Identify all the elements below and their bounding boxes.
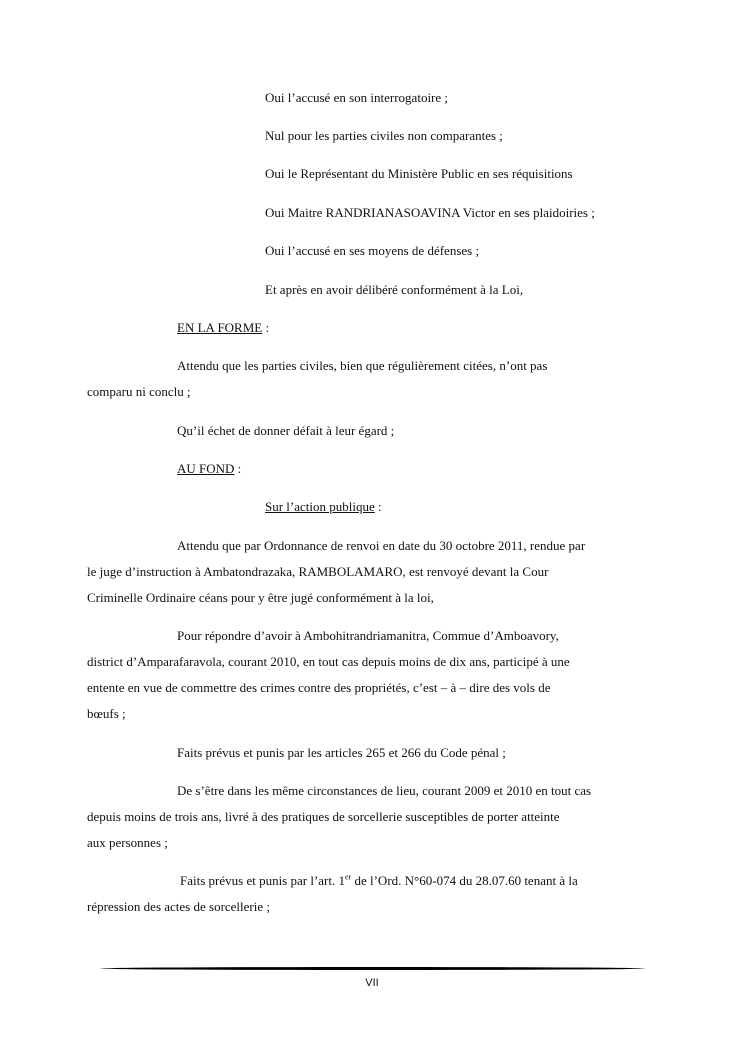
- footer-rule: [100, 967, 645, 970]
- heard-line-1: Oui l’accusé en son interrogatoire ;: [265, 90, 449, 105]
- forme-heading-line: [177, 320, 269, 336]
- attendu-civiles-line-1: Attendu que les parties civiles, bien que régulièrement citées, n’ont pas: [177, 358, 548, 373]
- ordonnance-line-3: Criminelle Ordinaire céans pour y être jugé conformément à la loi,: [87, 590, 434, 605]
- action-colon: :: [374, 499, 382, 514]
- faits-line-2: [180, 873, 656, 889]
- sorcellerie-line-1: De s’être dans les même circonstances de lieu, courant 2009 et 2010 en tout cas: [177, 783, 592, 798]
- fond-heading-line: [177, 461, 241, 477]
- repondre-line-2: district d’Amparafaravola, courant 2010, en tout cas depuis moins de dix ans, participé à une: [87, 654, 570, 669]
- defaut-line: Qu’il échet de donner défait à leur égard ;: [177, 423, 395, 438]
- ordonnance-line-1: Attendu que par Ordonnance de renvoi en date du 30 octobre 2011, rendue par: [177, 538, 586, 553]
- action-heading-line: [265, 499, 382, 515]
- forme-heading: EN LA FORME: [177, 320, 263, 335]
- ordonnance-line-2: le juge d’instruction à Ambatondrazaka, RAMBOLAMARO, est renvoyé devant la Cour: [87, 564, 549, 579]
- heard-line-4: Oui Maitre RANDRIANASOAVINA Victor en ses plaidoiries ;: [265, 205, 595, 220]
- faits-2-superscript: er: [345, 872, 352, 882]
- heard-line-3: Oui le Représentant du Ministère Public en ses réquisitions: [265, 166, 573, 181]
- sorcellerie-line-2: depuis moins de trois ans, livré à des pratiques de sorcellerie susceptibles de porter atteinte: [87, 809, 560, 824]
- attendu-civiles-line-2: comparu ni conclu ;: [87, 384, 191, 399]
- page-number: VII: [365, 977, 379, 989]
- heard-line-5: Oui l’accusé en ses moyens de défenses ;: [265, 243, 480, 258]
- forme-colon: :: [262, 320, 270, 335]
- repondre-line-1: Pour répondre d’avoir à Ambohitrandriamanitra, Commue d’Amboavory,: [177, 628, 559, 643]
- faits-line-1: Faits prévus et punis par les articles 265 et 266 du Code pénal ;: [177, 745, 506, 760]
- faits-2-part-b: de l’Ord. N°60-074 du 28.07.60 tenant à la: [351, 873, 578, 888]
- repondre-line-3: entente en vue de commettre des crimes contre des propriétés, c’est – à – dire des vols de: [87, 680, 551, 695]
- faits-line-2b: répression des actes de sorcellerie ;: [87, 899, 271, 914]
- fond-colon: :: [234, 461, 242, 476]
- heard-line-2: Nul pour les parties civiles non comparantes ;: [265, 128, 503, 143]
- sorcellerie-line-3: aux personnes ;: [87, 835, 168, 850]
- heard-line-6: Et après en avoir délibéré conformément à la Loi,: [265, 282, 524, 297]
- faits-2-part-a: Faits prévus et punis par l’art. 1: [180, 873, 345, 888]
- fond-heading: AU FOND: [177, 461, 235, 476]
- repondre-line-4: bœufs ;: [87, 706, 126, 721]
- action-heading: Sur l’action publique: [265, 499, 375, 514]
